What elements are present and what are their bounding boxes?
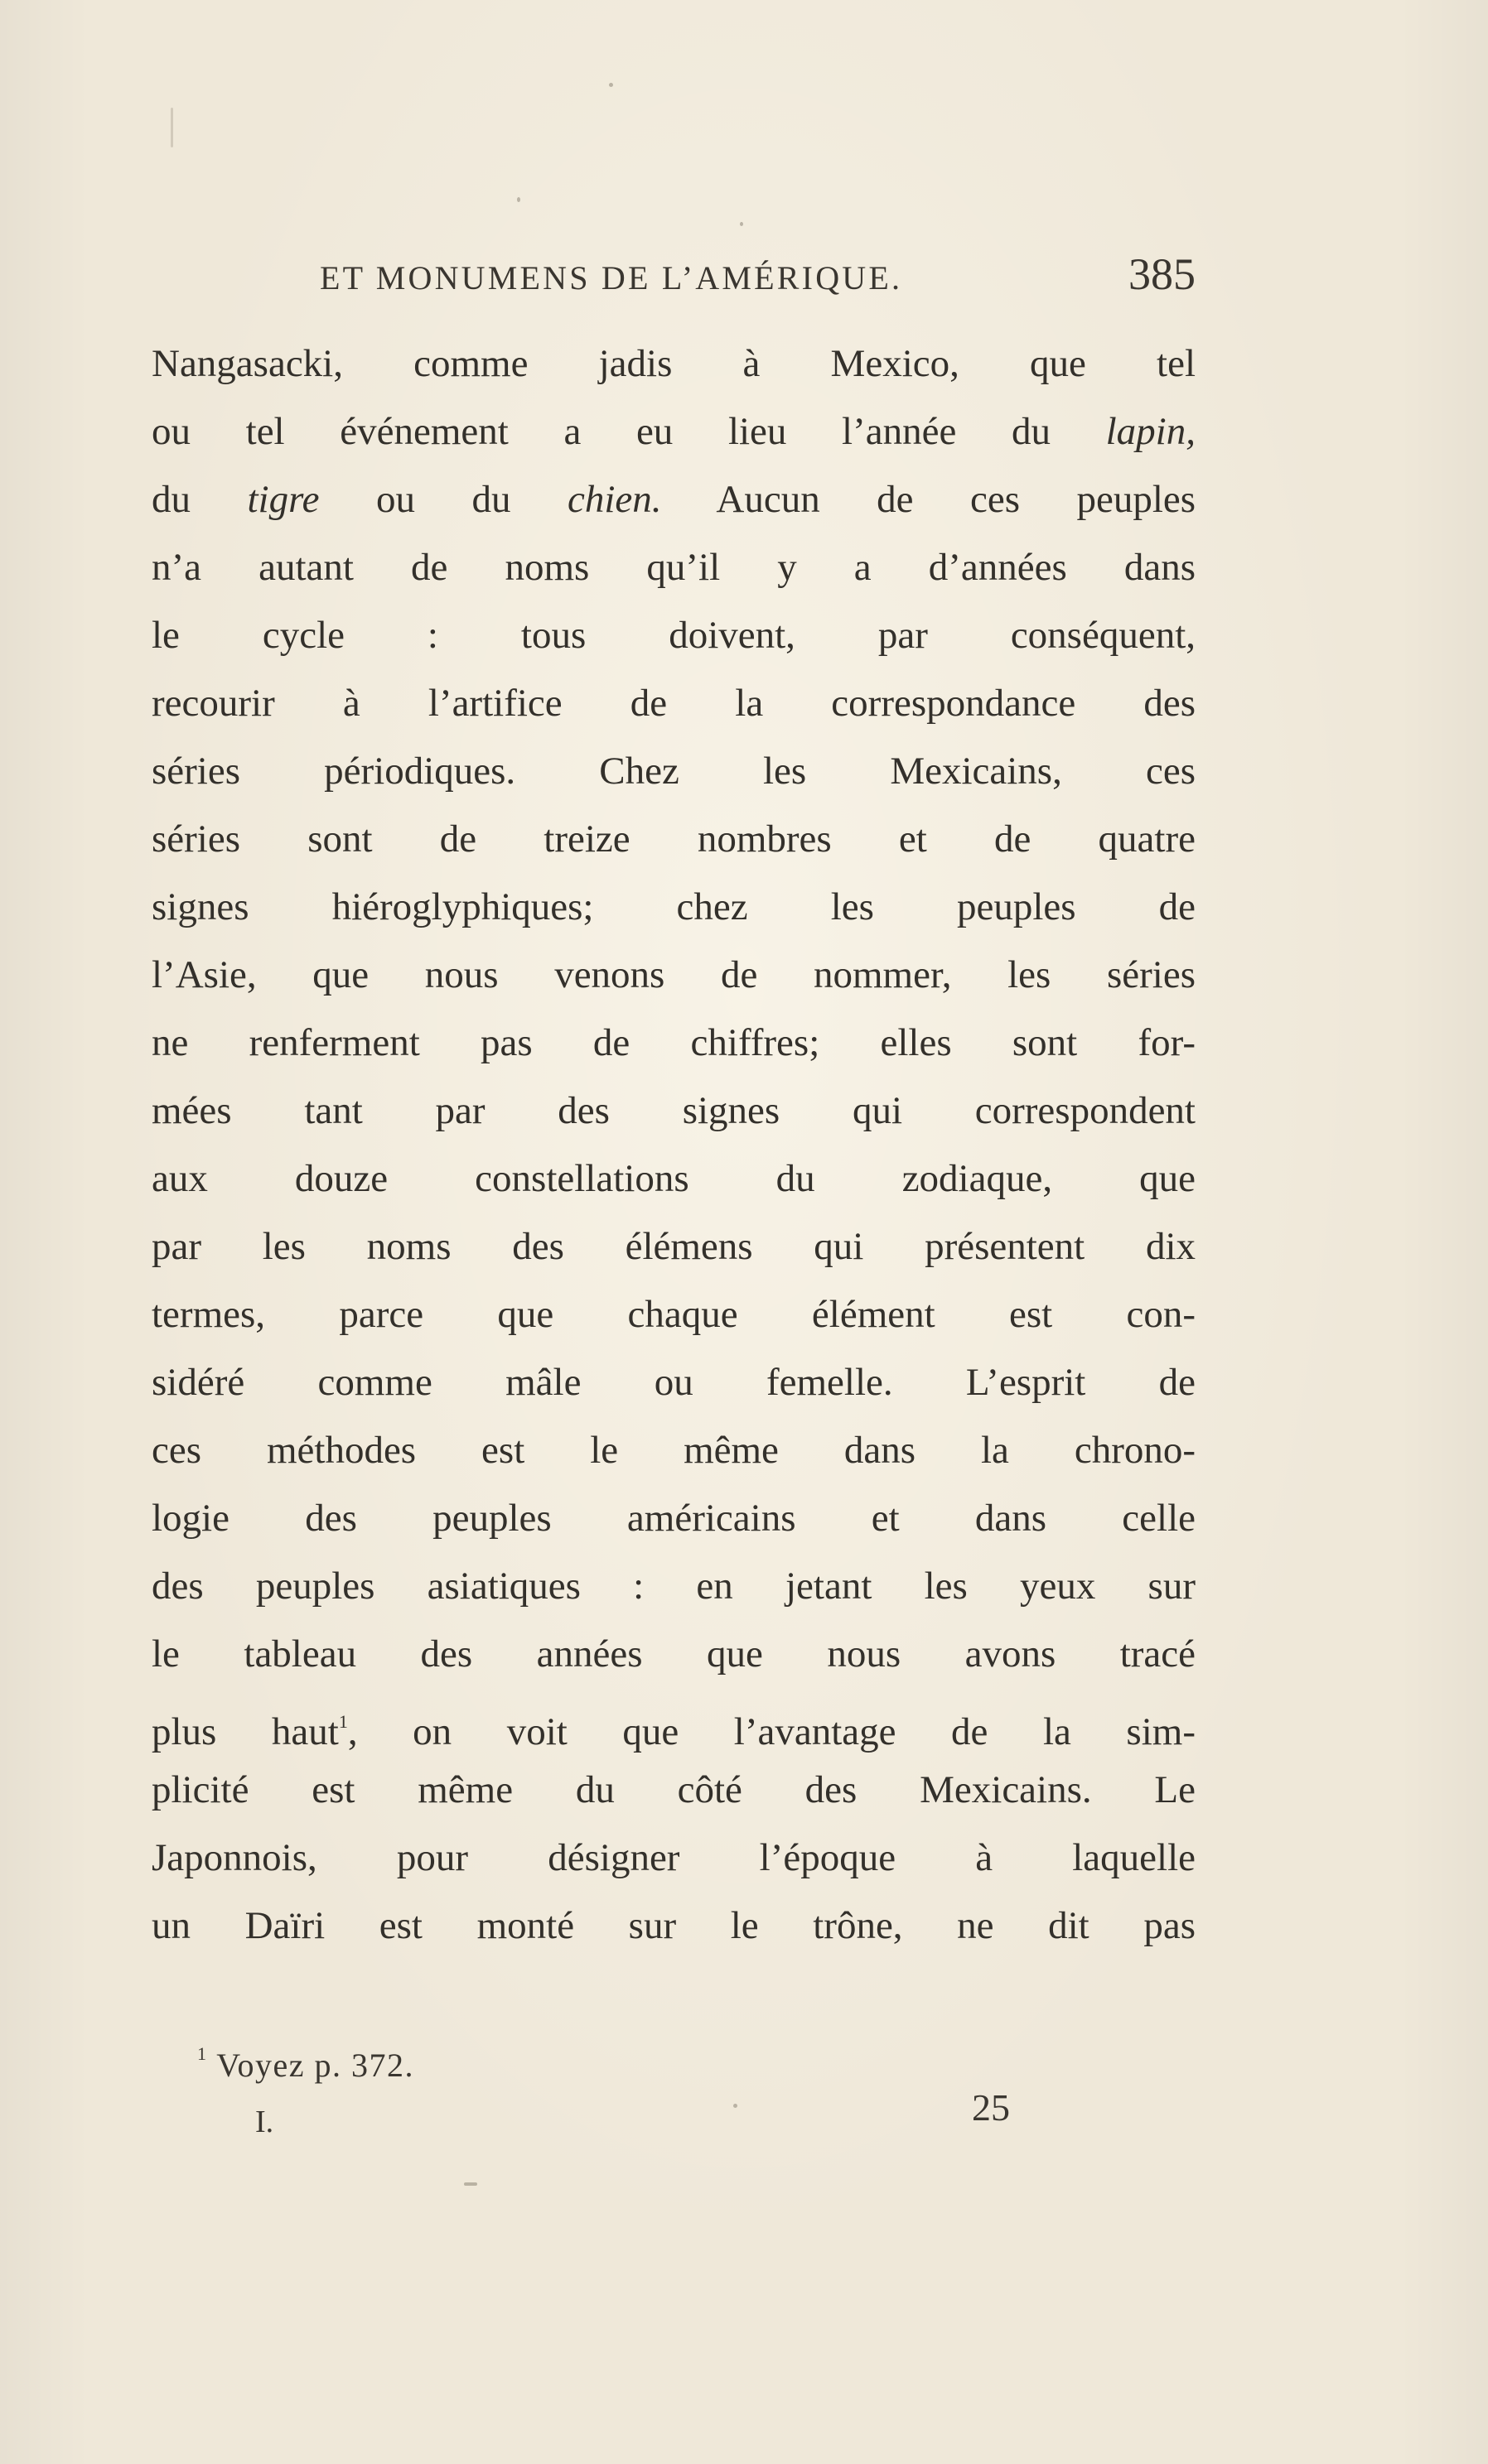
text-line [152,1688,1196,1756]
text-line: ne renferment pas de chiffres; elles sont for- [152,1021,1196,1064]
paper-speck [517,197,520,202]
text-line: séries périodiques. Chez les Mexicains, ces [152,750,1196,793]
paper-speck [733,2104,737,2108]
body-text [152,330,1196,1960]
paper-speck [171,108,173,147]
gathering-signature: 25 [972,2086,1010,2129]
text-line: des peuples asiatiques : en jetant les yeux sur [152,1565,1196,1608]
paper-speck [740,222,743,226]
paper-speck [464,2182,477,2186]
text-segment: Aucun de ces peuples [716,478,1196,521]
italic-word: , [1186,410,1196,453]
text-line: plicité est même du côté des Mexicains. Le [152,1768,1196,1811]
footnote-text: Voyez p. 372. [216,2047,415,2084]
text-line: l’Asie, que nous venons de nommer, les séries [152,953,1196,996]
text-line: ces méthodes est le même dans la chrono- [152,1429,1196,1472]
footnote [197,2043,414,2085]
text-line: Japonnois, pour désigner l’époque à laquelle [152,1836,1196,1879]
paper-speck [609,83,613,87]
italic-word: lapin [1105,410,1186,453]
text-line [152,398,1196,465]
text-line: signes hiéroglyphiques; chez les peuples de [152,885,1196,928]
italic-word: tigre [247,478,320,521]
text-line: mées tant par des signes qui correspondent [152,1089,1196,1132]
text-line: le cycle : tous doivent, par conséquent, [152,614,1196,657]
text-line: aux douze constellations du zodiaque, que [152,1157,1196,1200]
text-line: séries sont de treize nombres et de quatre [152,817,1196,861]
text-line [152,465,1196,533]
running-head [152,248,1196,315]
text-line: termes, parce que chaque élément est con- [152,1293,1196,1336]
text-segment: du [152,478,191,521]
text-line: sidéré comme mâle ou femelle. L’esprit de [152,1361,1196,1404]
text-line: recourir à l’artifice de la correspondance des [152,682,1196,725]
volume-signature: I. [255,2105,274,2139]
text-line: logie des peuples américains et dans celle [152,1497,1196,1540]
text-segment: ou du [376,478,511,521]
footnote-reference: 1 [338,1711,348,1732]
text-line: le tableau des années que nous avons tracé [152,1632,1196,1676]
text-line: n’a autant de noms qu’il y a d’années dans [152,546,1196,589]
text-segment: ou tel événement a eu lieu l’année du [152,410,1051,453]
text-segment: plus haut [152,1710,339,1753]
text-line: par les noms des élémens qui présentent dix [152,1225,1196,1268]
running-title: ET MONUMENS DE L’AMÉRIQUE. [320,259,903,297]
footnote-mark: 1 [197,2043,208,2064]
text-segment: , on voit que l’avantage de la sim- [347,1710,1196,1753]
page-number: 385 [1128,249,1196,299]
italic-word: chien. [567,478,662,521]
text-line: un Daïri est monté sur le trône, ne dit pas [152,1904,1196,1947]
text-line: Nangasacki, comme jadis à Mexico, que tel [152,342,1196,385]
